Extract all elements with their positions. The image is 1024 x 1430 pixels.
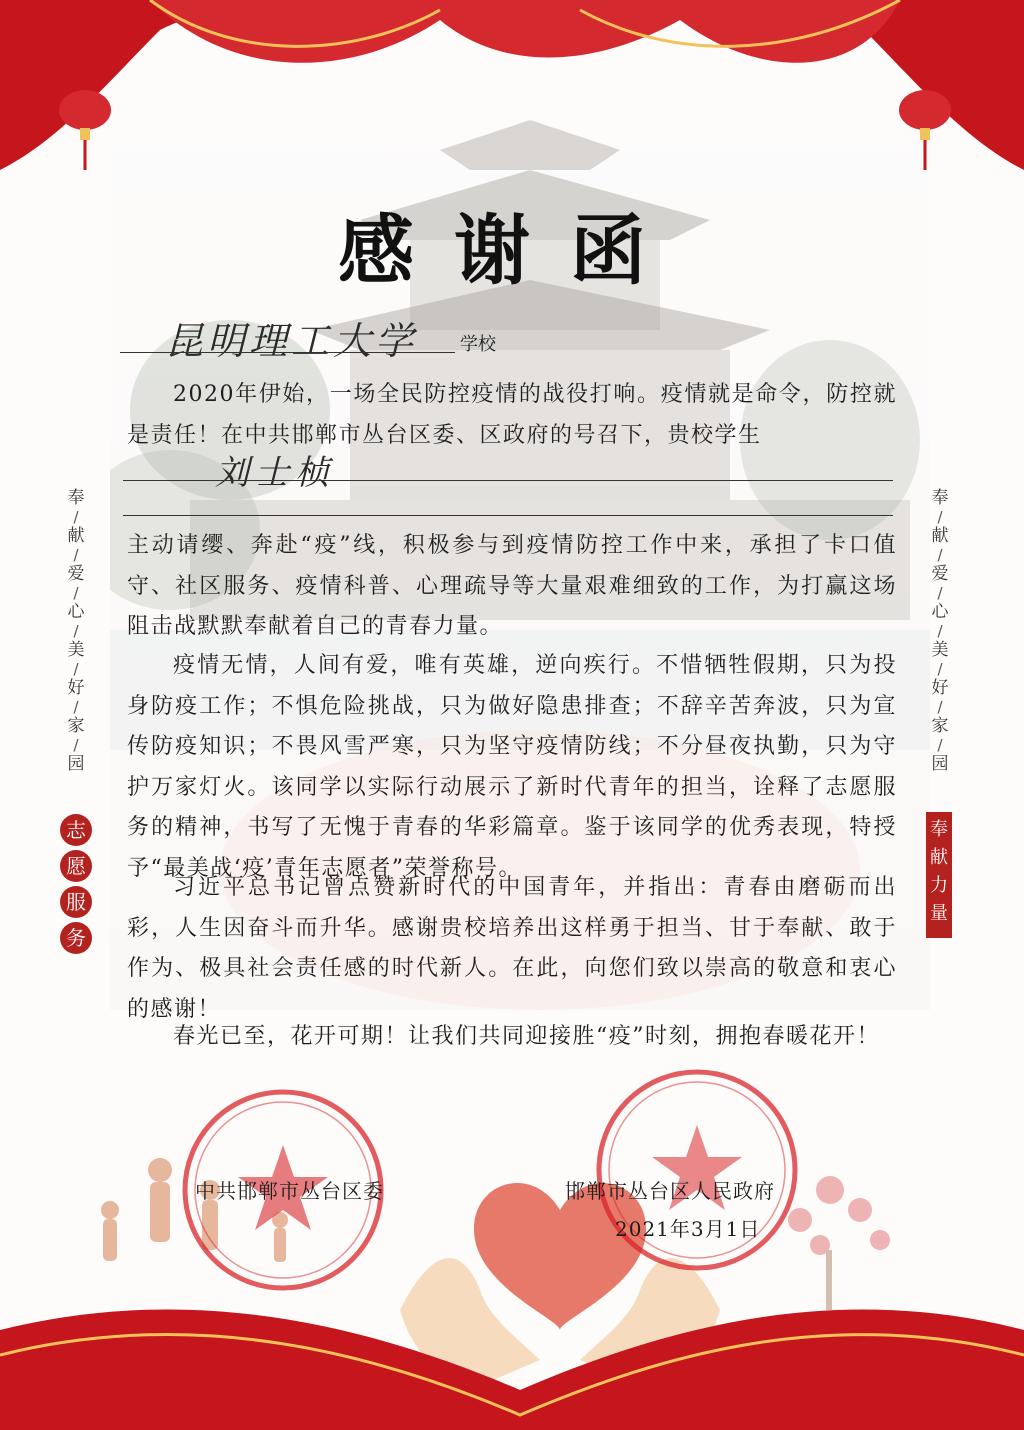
right-side-char: 好 xyxy=(931,678,949,698)
left-side-char: 好 xyxy=(67,678,85,698)
paragraph-4: 春光已至，花开可期！让我们共同迎接胜“疫”时刻，拥抱春暖花开！ xyxy=(173,1024,880,1049)
left-side-char: 献 xyxy=(67,526,85,546)
right-official-seal xyxy=(592,1065,802,1275)
student-name-line-1 xyxy=(123,480,893,481)
signature-left-org: 中共邯郸市丛台区委 xyxy=(195,1179,384,1203)
paragraph-2: 疫情无情，人间有爱，唯有英雄，逆向疾行。不惜牺牲假期，只为投身防疫工作；不惧危险挑战，只为做好隐患排查；不辞辛苦奔波，只为宣传防疫知识；不畏风雪严寒，只为坚守疫情防线；不分昼夜执勤，只为守护万家灯火。该同学以实际行动展示了新时代青年的担当，诠释了志愿服务的精神，书写了无愧于青春的华彩篇章。鉴于该同学的优秀表现，特授予“最美战‘疫’青年志愿者”荣誉称号。 xyxy=(127,653,897,881)
volunteer-service-badge xyxy=(56,810,96,958)
student-name-handwritten: 刘士桢 xyxy=(215,453,335,493)
school-suffix: 学校 xyxy=(460,334,496,355)
left-side-char: 美 xyxy=(67,640,85,660)
paragraph-3: 习近平总书记曾点赞新时代的中国青年，并指出：青春由磨砺而出彩，人生因奋斗而升华。感谢贵校培养出这样勇于担当、甘于奉献、敢于作为、极具社会责任感的时代新人。在此，向您们致以崇高的敬意和衷心的感谢！ xyxy=(127,875,897,1022)
left-side-slogan: 奉 / 献 / 爱 / 心 / 美 / 好 / 家 / 园 xyxy=(56,488,96,774)
right-side-char: 家 xyxy=(931,716,949,736)
student-name-line-2 xyxy=(123,515,893,516)
paragraph-1a: 2020年伊始，一场全民防控疫情的战役打响。疫情就是命令，防控就是责任！在中共邯郸市丛台区委、区政府的号召下，贵校学生 xyxy=(127,382,897,448)
right-side-char: 献 xyxy=(931,526,949,546)
paragraph-1b: 主动请缨、奔赴“疫”线，积极参与到疫情防控工作中来，承担了卡口值守、社区服务、疫情科普、心理疏导等大量艰难细致的工作，为打赢这场阻击战默默奉献着自己的青春力量。 xyxy=(127,533,897,639)
bottom-decoration xyxy=(0,1130,1024,1430)
dedication-power-badge: 奉献力量 xyxy=(926,812,952,938)
signature-right-org: 邯郸市丛台区人民政府 xyxy=(565,1179,775,1203)
top-curtain-decoration xyxy=(0,0,1024,180)
left-side-char: 心 xyxy=(67,602,85,622)
left-side-char: 奉 xyxy=(67,488,85,508)
signature-date: 2021年3月1日 xyxy=(615,1217,761,1241)
right-side-char: 园 xyxy=(931,754,949,774)
badge-char: 服 xyxy=(60,886,92,918)
badge-char: 愿 xyxy=(60,850,92,882)
right-side-slogan: 奉 / 献 / 爱 / 心 / 美 / 好 / 家 / 园 xyxy=(920,488,960,774)
right-side-char: 爱 xyxy=(931,564,949,584)
badge-char: 志 xyxy=(60,814,92,846)
school-underline xyxy=(120,352,455,353)
right-side-char: 奉 xyxy=(931,488,949,508)
left-side-char: 家 xyxy=(67,716,85,736)
right-side-char: 美 xyxy=(931,640,949,660)
right-side-char: 心 xyxy=(931,602,949,622)
school-name-handwritten: 昆明理工大学 xyxy=(165,319,418,363)
letter-title: 感谢函 xyxy=(338,206,686,295)
badge-char: 务 xyxy=(60,922,92,954)
left-side-char: 爱 xyxy=(67,564,85,584)
heart-tree-icon xyxy=(788,1176,890,1310)
left-side-char: 园 xyxy=(67,754,85,774)
